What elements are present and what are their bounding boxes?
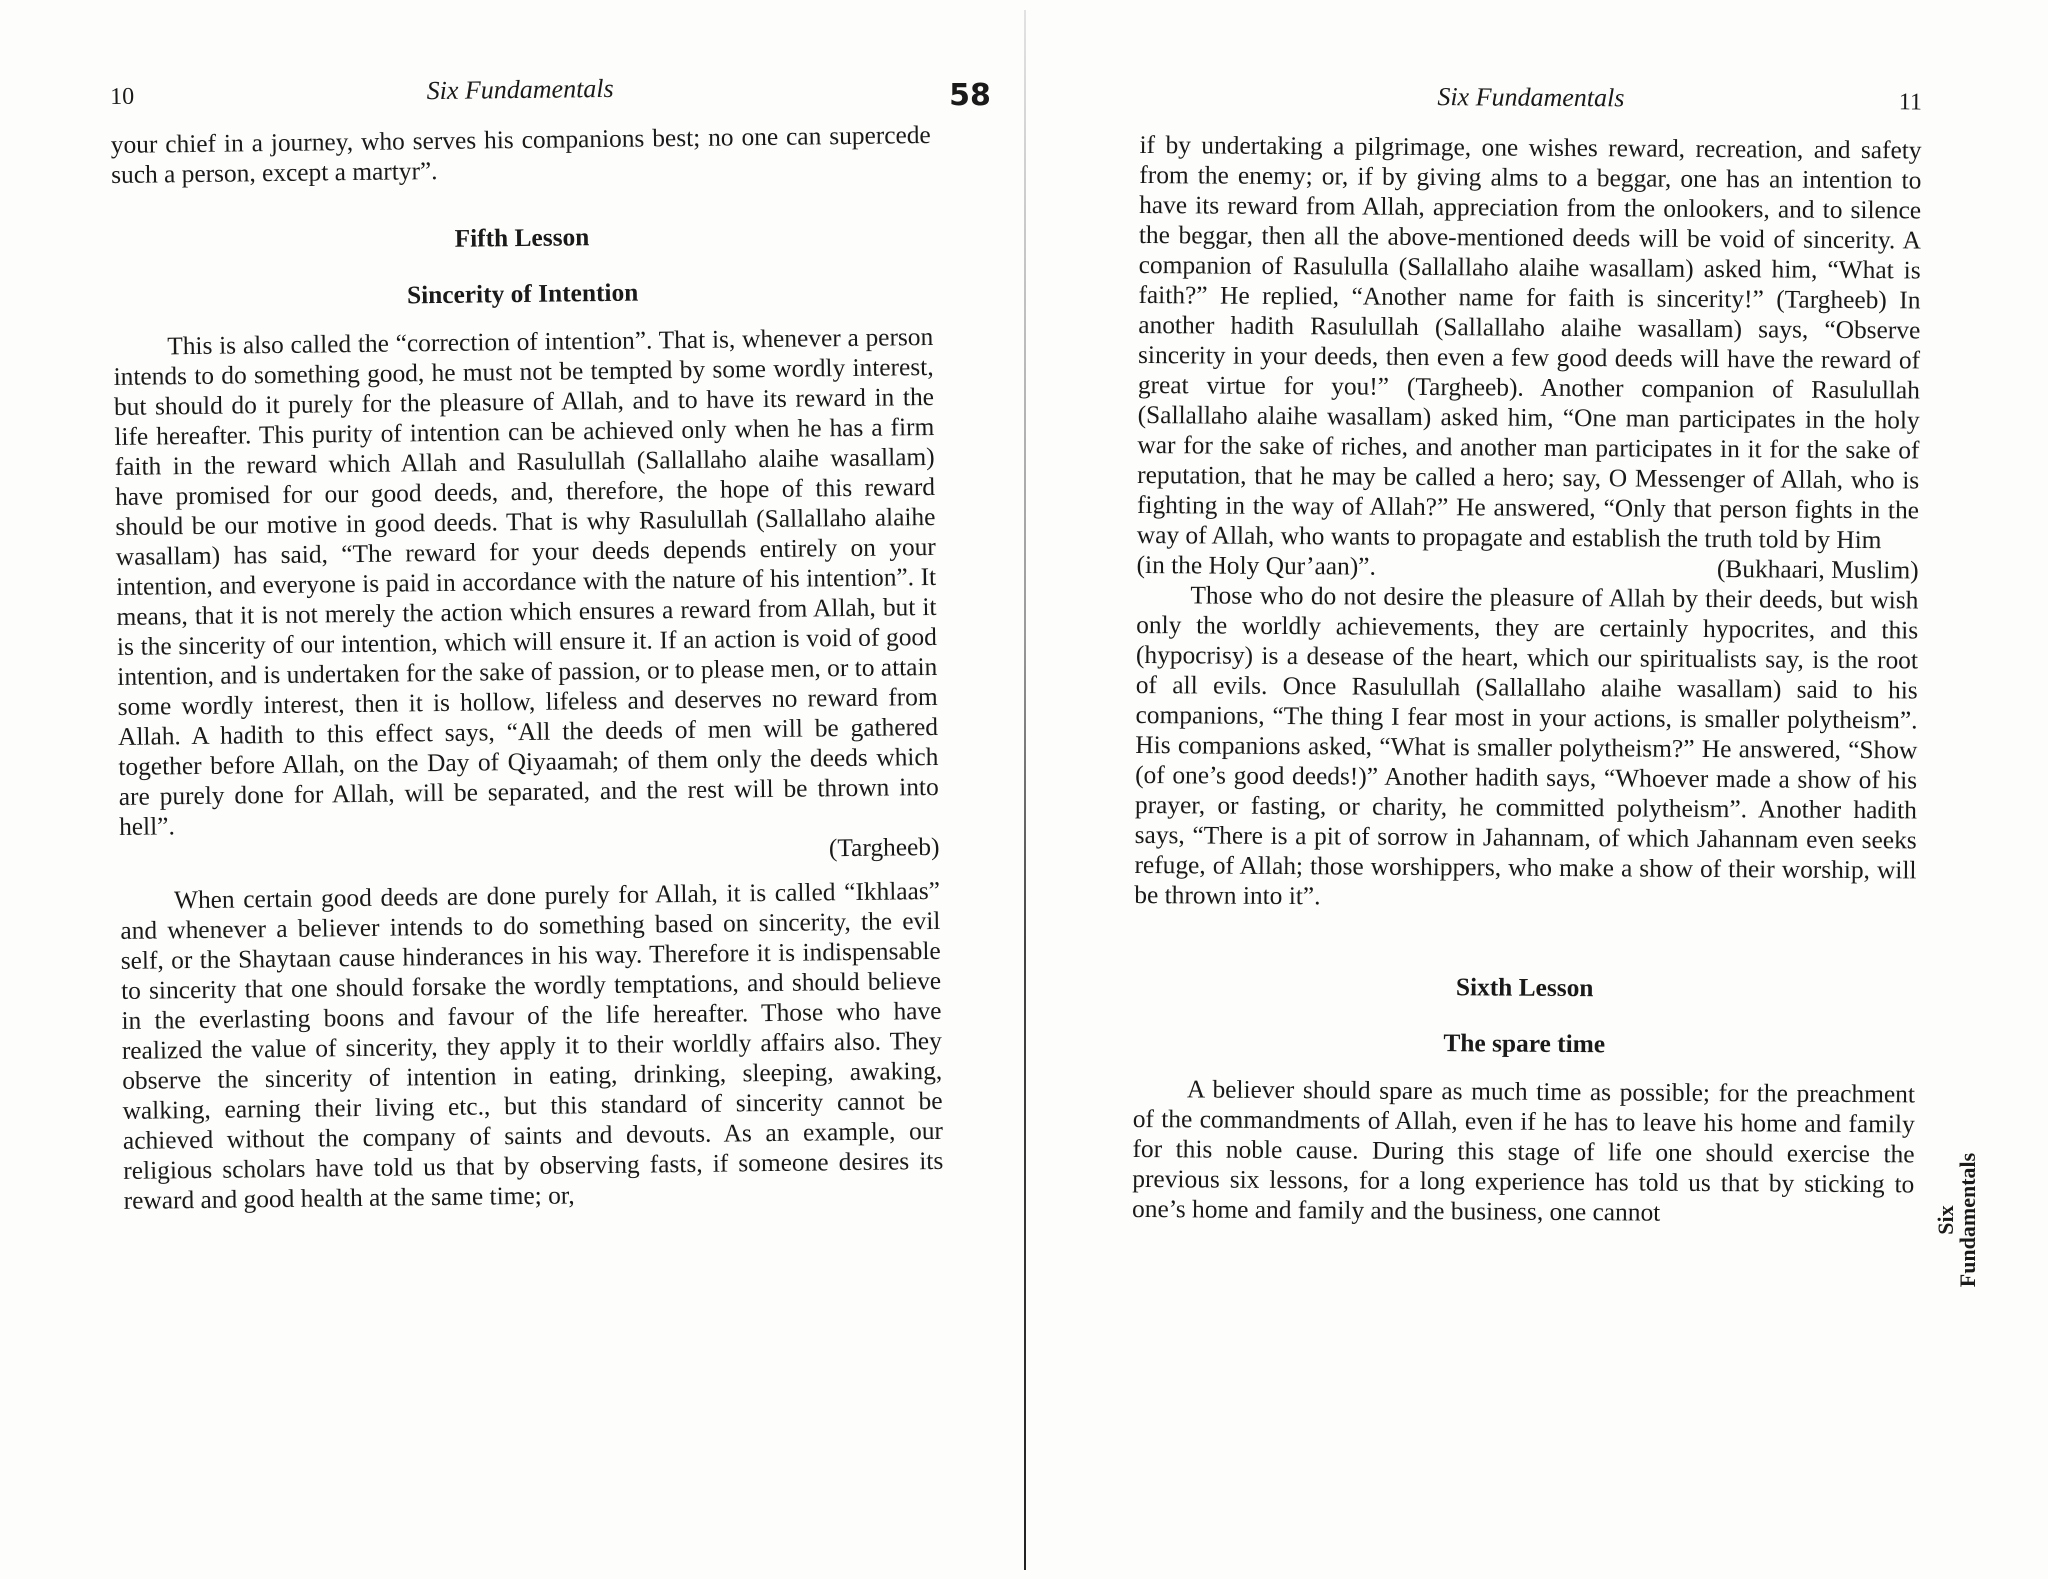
right-page-number: 11 <box>1898 89 1922 116</box>
left-page <box>110 70 944 1216</box>
right-page <box>1132 80 1922 1229</box>
right-running-head: Six Fundamentals <box>1437 82 1625 113</box>
right-paragraph-3: A believer should spare as much time as possible; for the preachment of the commandments of Allah, even if he has to leave his home and family for this noble cause. During this stage of life one should exercise the previous six lessons, for a long experience has told us that by sticking to one’s home and family and the business, one cannot <box>1132 1075 1916 1227</box>
right-page-header <box>1140 80 1922 135</box>
left-citation-targheeb: (Targheeb) <box>828 832 940 863</box>
left-page-number: 10 <box>110 83 135 110</box>
left-page-body <box>111 120 944 1216</box>
left-page-header <box>110 70 931 130</box>
right-paragraph-2: Those who do not desire the pleasure of Allah by their deeds, but wish only the worldly achievements, they are certainly hypocrites, and this (hypocrisy) is a desease of the heart, which our spiritualists say, is the root of all evils. Once Rasulullah (Sallallaho alaihe wasallam) said to his companions, “The thing I fear most in your actions, is smaller polytheism”. His companions asked, “What is smaller polytheism?” He answered, “Show (of one’s good deeds!)” Another hadith says, “Whoever made a show of his prayer, or fasting, or charity, he committed polytheism”. Another hadith says, “There is a pit of sorrow in Jahannam, of which Jahannam even seeks refuge, of Allah; those worshippers, who make a show of their worship, will be thrown into it”. <box>1134 581 1919 911</box>
right-paragraph-1-end: (in the Holy Qur’aan)”. <box>1136 550 1376 581</box>
left-opening-paragraph: your chief in a journey, who serves his companions best; no one can supercede such a person, except a martyr”. <box>110 120 931 189</box>
left-running-head: Six Fundamentals <box>426 73 614 106</box>
fifth-lesson-subtitle: Sincerity of Intention <box>406 278 639 310</box>
right-paragraph-1: if by undertaking a pilgrimage, one wishes reward, recreation, and safety from the enemy; or, if by giving alms to a beggar, one has an intention to have its reward from Allah, appreciation from the onlookers, and to silence the beggar, then all the above-mentioned deeds will be void of sincerity. A companion of Rasululla (Sallallaho alaihe wasallam) asked him, “What is faith?” He replied, “Another name for faith is sincerity!” (Targheeb) In another hadith Rasulullah (Sallallaho alaihe wasallam) says, “Observe sincerity in your deeds, then even a few good deeds will have the reward of great virtue for you!” (Targheeb). Another companion of Rasulullah (Sallallaho alaihe wasallam) asked him, “One man participates in the holy war for the sake of riches, and another man participates in it for the sake of reputation, that he may be called a hero; say, O Messenger of Allah, who is fighting in the way of Allah?” He answered, “Only that person fights in the way of Allah, who wants to propagate and establish the truth told by Him <box>1136 130 1922 555</box>
side-tab-line-1: Six <box>1933 1205 1958 1235</box>
left-paragraph-1: This is also called the “correction of intention”. That is, whenever a person intends to do something good, he must not be tempted by some wordly interest, but should do it purely for the pleasure of Allah, and to have its reward in the life hereafter. This purity of intention can be achieved only when he has a firm faith in the reward which Allah and Rasulullah (Sallallaho alaihe wasallam) have promised for our good deeds, and, therefore, the hope of this reward should be our motive in good deeds. That is why Rasulullah (Sallallaho alaihe wasallam) has said, “The reward for your deeds depends entirely on your intention, and everyone is paid in accordance with the nature of his intention”. It means, that it is not merely the action which ensures a reward from Allah, but it is the sincerity of our intention, which will ensure it. If an action is void of good intention, and is undertaken for the sake of passion, or to please men, or to attain some wordly interest, then it is hollow, lifeless and deserves no reward from Allah. A hadith to this effect says, “All the deeds of men will be gathered together before Allah, on the Day of Qiyaamah; of them only the deeds which are purely done for Allah, will be separated, and the rest will be thrown into hell”. <box>113 322 939 841</box>
fifth-lesson-title: Fifth Lesson <box>454 223 590 253</box>
scan-page-number: 58 <box>949 78 991 113</box>
left-paragraph-2: When certain good deeds are done purely for Allah, it is called “Ikhlaas” and whenever a believer intends to do something based on sincerity, the evil self, or the Shaytaan cause hinderances in his way. Therefore it is indispensable to sincerity that one should forsake the wordly temptations, and should believe in the everlasting boons and favour of the life hereafter. Those who have realized the value of sincerity, they apply it to their worldly affairs also. They observe the sincerity of intention in eating, drinking, sleeping, awaking, walking, earning their living etc., but this standard of sincerity cannot be achieved without the company of saints and devouts. As an example, our religious scholars have told us that by observing fasts, if someone desires its reward and good health at the same time; or, <box>120 876 944 1215</box>
book-spine <box>1024 10 1026 1570</box>
sixth-lesson-subtitle: The spare time <box>1443 1029 1606 1059</box>
right-page-body <box>1132 130 1922 1229</box>
right-citation-bukhaari: (Bukhaari, Muslim) <box>1716 555 1919 585</box>
sixth-lesson-title: Sixth Lesson <box>1455 973 1594 1003</box>
side-tab-line-2: Fundamentals <box>1955 1152 1980 1288</box>
side-thumb-tab <box>1933 1120 1980 1320</box>
